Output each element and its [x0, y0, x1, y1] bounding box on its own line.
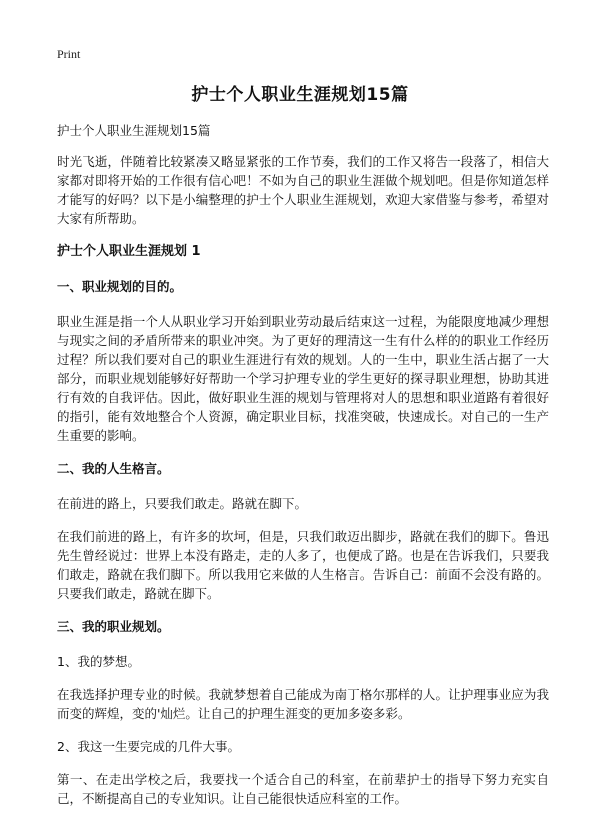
- heading-career-purpose: 一、职业规划的目的。: [57, 279, 183, 294]
- document-subtitle: 护士个人职业生涯规划15篇: [57, 123, 211, 138]
- paragraph-motto-short: 在前进的路上，只要我们敢走。路就在脚下。: [57, 496, 308, 511]
- paragraph-dream: 在我选择护理专业的时候。我就梦想着自己能成为南丁格尔那样的人。让护理事业应为我而变的辉煌，变的'灿烂。让自己的护理生涯变的更加多姿多彩。: [57, 687, 549, 721]
- list-item-dream: 1、我的梦想。: [57, 654, 140, 669]
- list-item-life-goals: 2、我这一生要完成的几件大事。: [57, 739, 240, 754]
- document-title: 护士个人职业生涯规划15篇: [191, 85, 409, 105]
- paragraph-motto-explain: 在我们前进的路上，有许多的坎坷，但是，只我们敢迈出脚步，路就在我们的脚下。鲁迅先生曾经说过：世界上本没有路走，走的人多了，也便成了路。也是在告诉我们，只要我们敢走，路就在我们脚下。所以我用它来做的人生格言。告诉自己：前面不会没有路的。只要我们敢走，路就在脚下。: [57, 529, 549, 601]
- print-label: Print: [57, 47, 81, 61]
- paragraph-life-goals: 第一、在走出学校之后，我要找一个适合自己的科室，在前辈护士的指导下努力充实自己，不断提高自己的专业知识。让自己能很快适应科室的工作。: [57, 772, 549, 806]
- document-body: [57, 121, 549, 822]
- heading-life-motto: 二、我的人生格言。: [57, 461, 170, 476]
- intro-paragraph: 时光飞逝，伴随着比较紧凑又略显紧张的工作节奏，我们的工作又将告一段落了，相信大家都对即将开始的工作很有信心吧！不如为自己的职业生涯做个规划吧。但是你知道怎样才能写的好吗？以下是小编整理的护士个人职业生涯规划，欢迎大家借鉴与参考，希望对大家有所帮助。: [57, 154, 549, 226]
- heading-career-plan: 三、我的职业规划。: [57, 619, 170, 634]
- paragraph-career-purpose: 职业生涯是指一个人从职业学习开始到职业劳动最后结束这一过程，为能限度地减少理想与现实之间的矛盾所带来的职业冲突。为了更好的理清这一生有什么样的的职业工作经历过程？所以我们要对自己的职业生涯进行有效的规划。人的一生中，职业生活占据了一大部分，而职业规划能够好好帮助一个学习护理专业的学生更好的探寻职业理想，协助其进行有效的自我评估。因此，做好职业生涯的规划与管理将对人的思想和职业道路有着很好的指引，能有效地整合个人资源，确定职业目标，找准突破，快速成长。对自己的一生产生重要的影响。: [57, 314, 549, 443]
- section-title: 护士个人职业生涯规划 1: [57, 244, 201, 259]
